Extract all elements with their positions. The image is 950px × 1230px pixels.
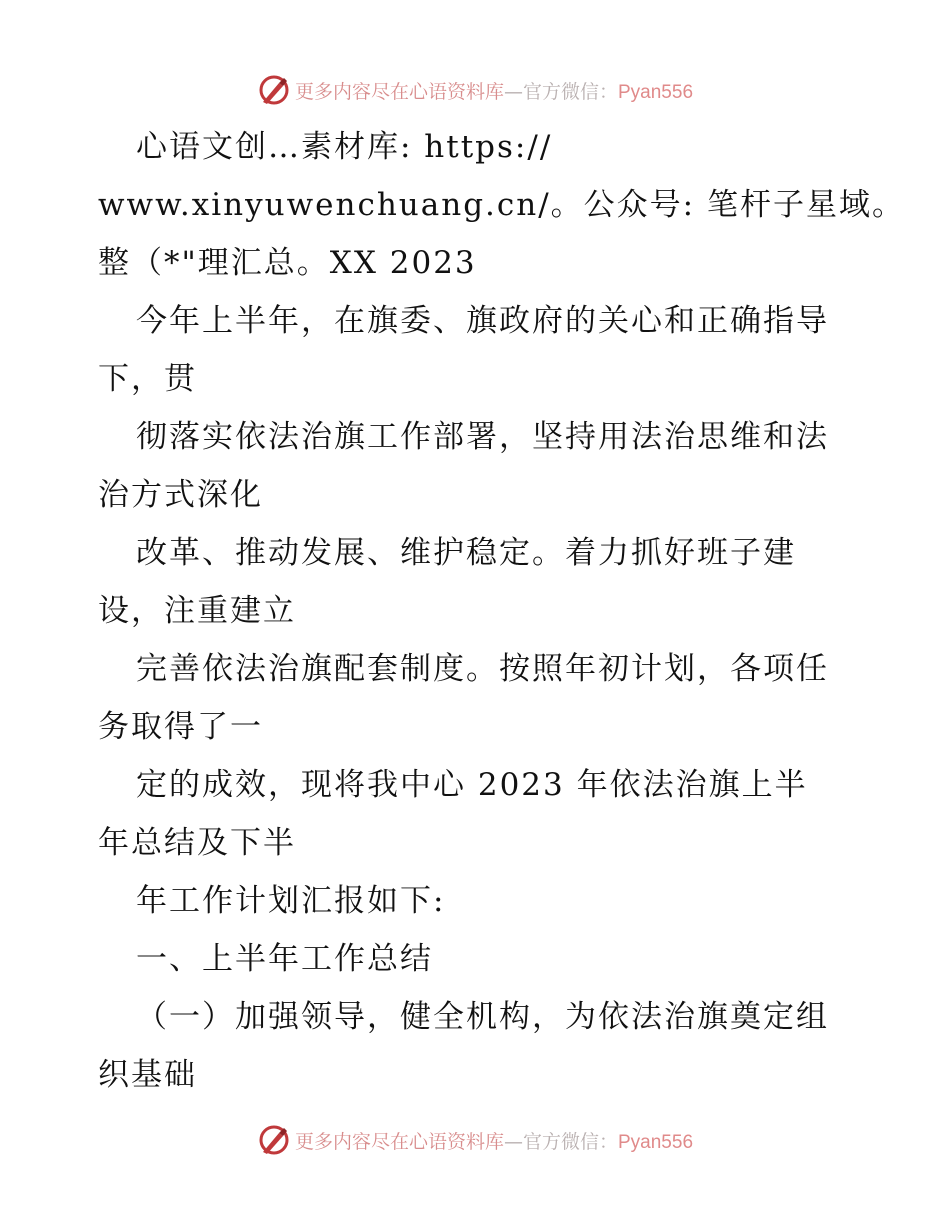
banner-main: 更多内容尽在心语资料库 — [294, 80, 504, 103]
banner-text — [295, 1127, 693, 1154]
banner-main: 更多内容尽在心语资料库 — [294, 1130, 504, 1153]
text-line: 心语文创…素材库: https:// — [136, 129, 553, 165]
text-line: 务取得了一 — [98, 709, 263, 745]
text-line: 改革、推动发展、维护稳定。着力抓好班子建 — [136, 535, 796, 571]
document-body — [98, 118, 905, 1104]
banner-wechat-label: 官方微信： — [522, 80, 618, 103]
text-line: 下，贯 — [98, 361, 197, 397]
pen-logo-icon — [257, 1123, 291, 1157]
header-banner — [0, 72, 950, 108]
subsection-heading: （一）加强领导，健全机构，为依法治旗奠定组 — [136, 999, 829, 1035]
text-line: 完善依法治旗配套制度。按照年初计划，各项任 — [136, 651, 829, 687]
banner-wechat-label: 官方微信： — [522, 1130, 618, 1153]
text-line: 年总结及下半 — [98, 825, 296, 861]
text-line: www.xinyuwenchuang.cn/。公众号: 笔杆子星域。 — [98, 187, 905, 223]
banner-dash: — — [503, 80, 523, 103]
pen-logo-icon — [257, 73, 291, 107]
footer-banner — [0, 1122, 950, 1158]
text-line: 定的成效，现将我中心 2023 年依法治旗上半 — [136, 767, 808, 803]
banner-wechat-id: Pyan556 — [618, 81, 694, 103]
text-line: 年工作计划汇报如下: — [136, 883, 446, 919]
section-heading: 一、上半年工作总结 — [136, 941, 433, 977]
text-line: 彻落实依法治旗工作部署，坚持用法治思维和法 — [136, 419, 829, 455]
text-line: 今年上半年，在旗委、旗政府的关心和正确指导 — [136, 303, 829, 339]
banner-text — [295, 77, 693, 104]
banner-wechat-id: Pyan556 — [618, 1131, 694, 1153]
text-line: 整（*"理汇总。XX 2023 — [98, 245, 477, 281]
text-line: 设，注重建立 — [98, 593, 296, 629]
text-line: 治方式深化 — [98, 477, 263, 513]
text-line: 织基础 — [98, 1057, 197, 1093]
banner-dash: — — [503, 1130, 523, 1153]
